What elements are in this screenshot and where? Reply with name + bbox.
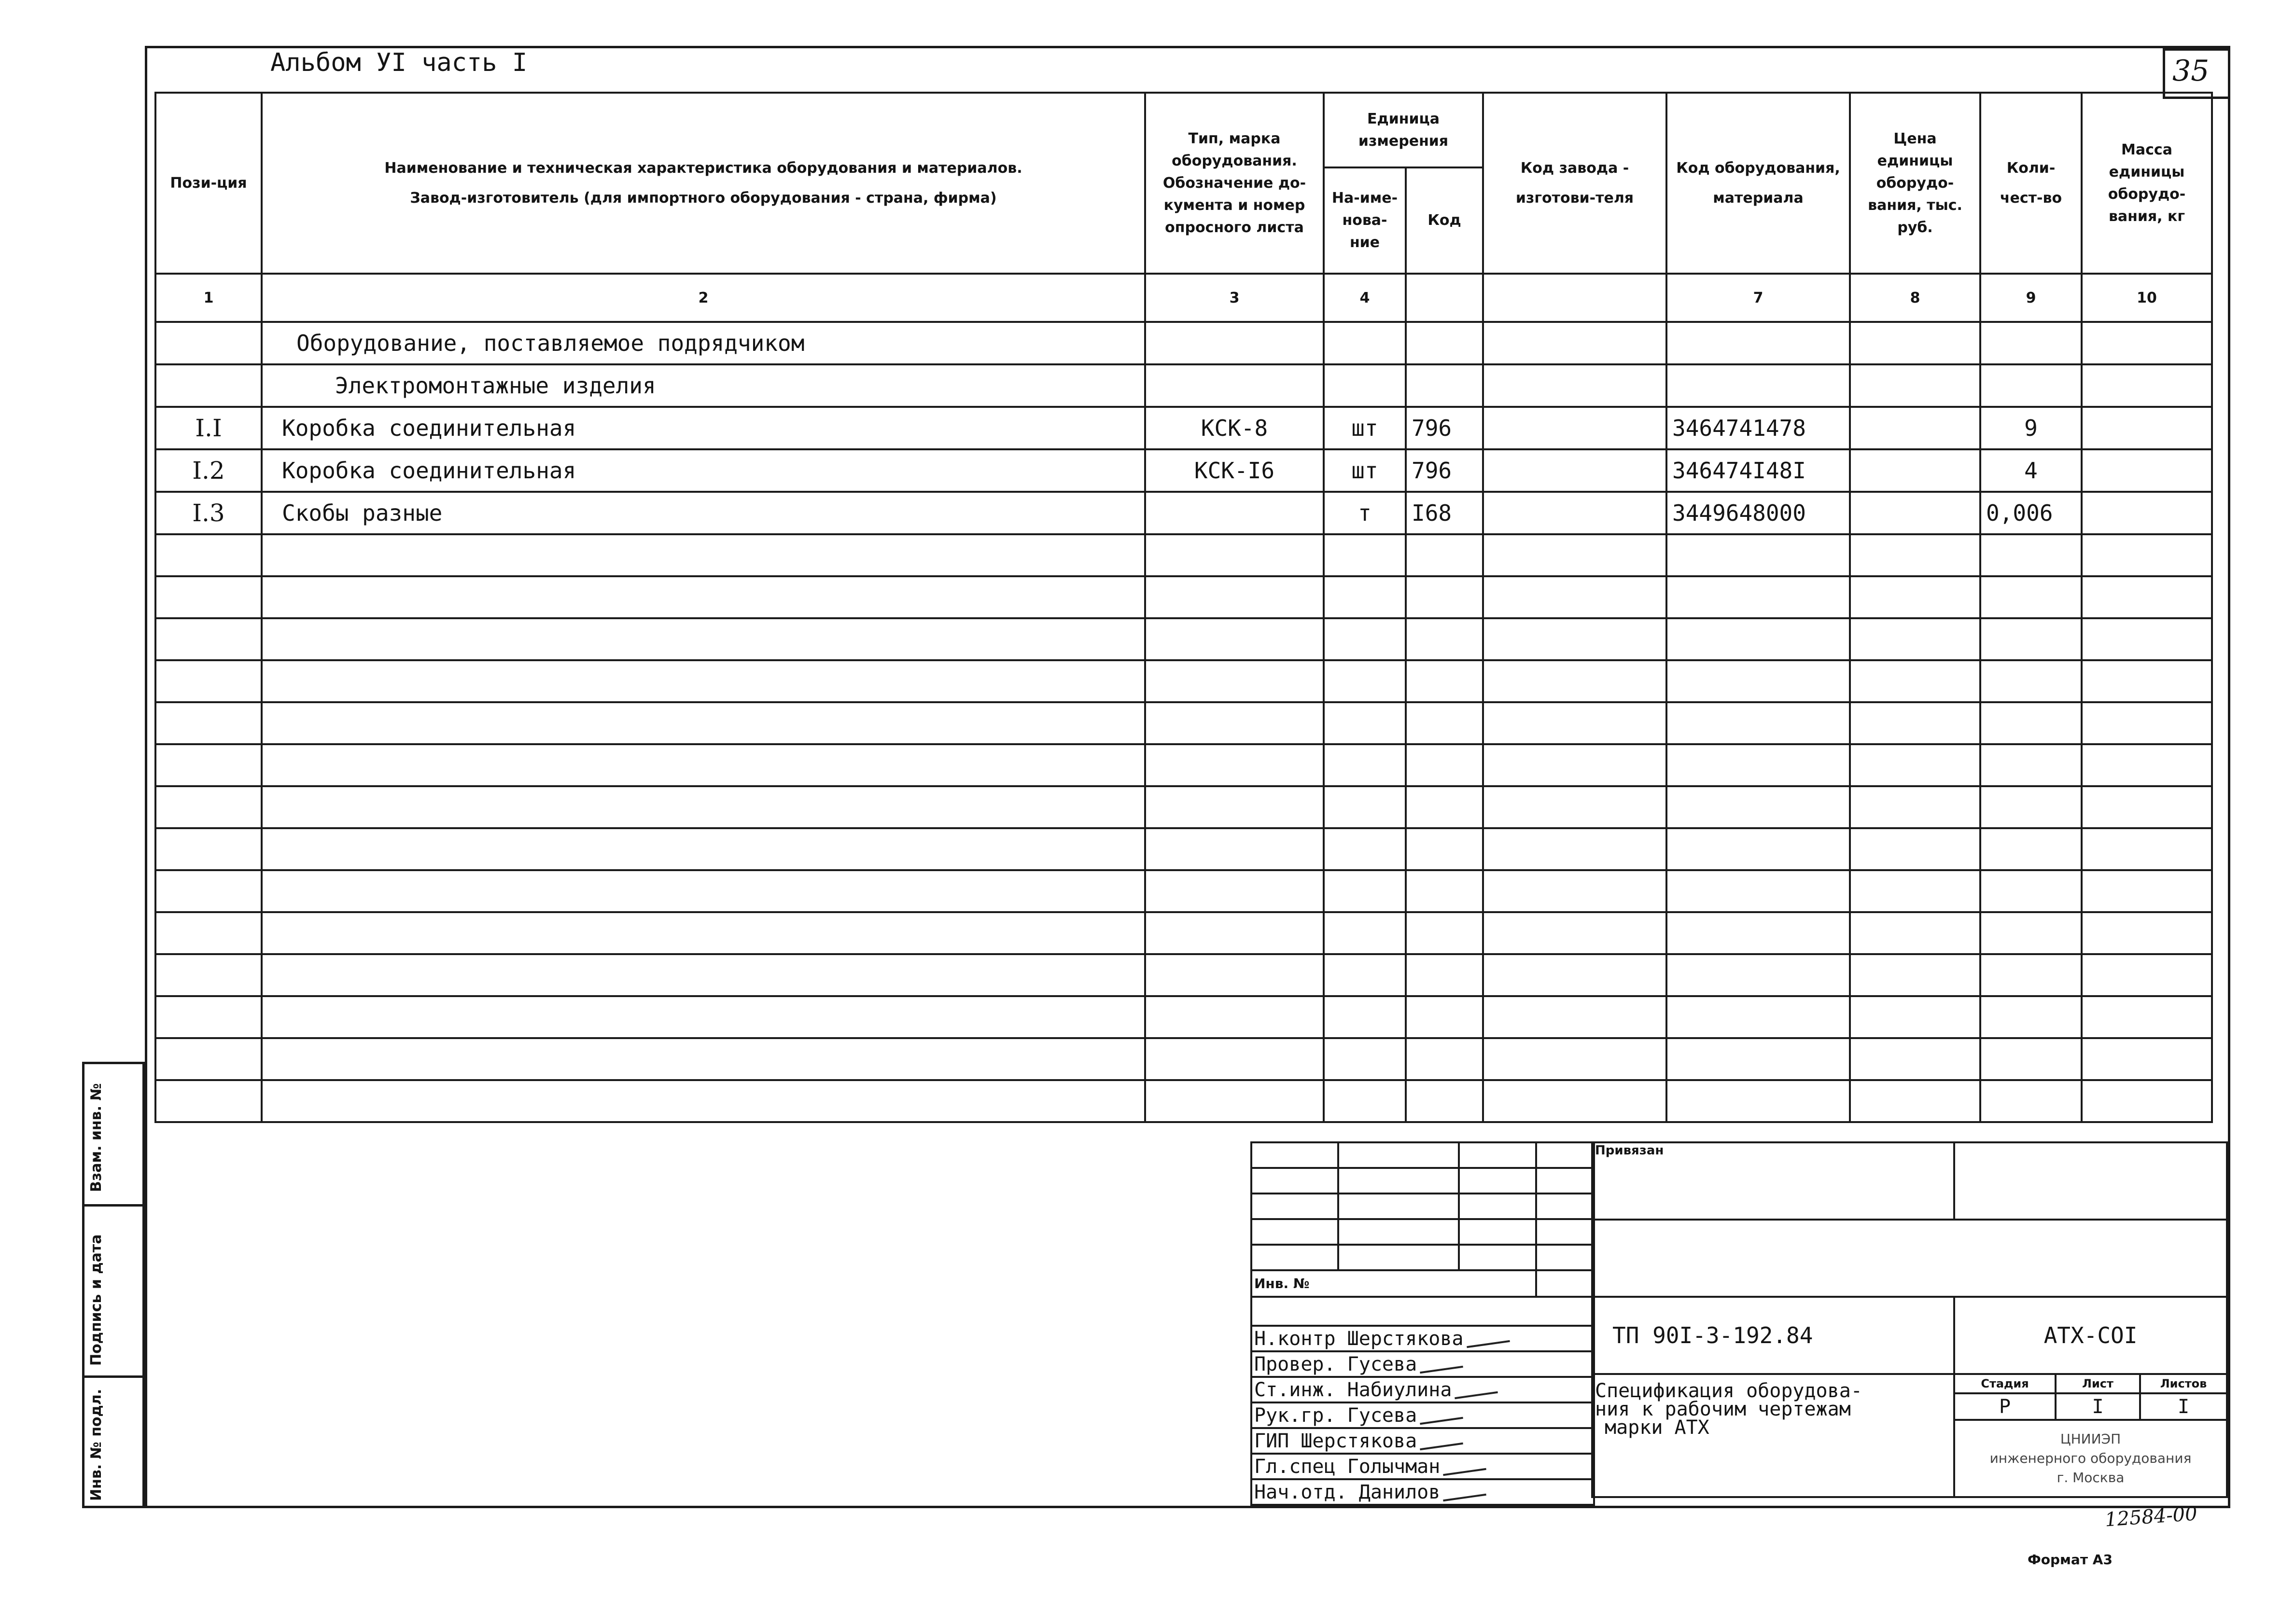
header-price: Цена единицы оборудо-вания, тыс. руб. xyxy=(1850,93,1980,274)
signature-grid xyxy=(1250,1141,1595,1506)
empty-rows xyxy=(155,534,2212,1122)
signature-scribble xyxy=(1455,1391,1498,1399)
header-mass: Масса единицы оборудо-вания, кг xyxy=(2082,93,2212,274)
row-type: КСК-8 xyxy=(1145,407,1324,449)
header-unit-code: Код xyxy=(1406,167,1483,274)
signature-role: Ст.инж. xyxy=(1254,1378,1336,1401)
row-position: I.3 xyxy=(155,492,262,534)
inv-podl-label: Инв. № подл. xyxy=(88,1388,105,1501)
stage-value: Р xyxy=(1954,1393,2056,1420)
signature-row xyxy=(1251,1377,1594,1402)
row-quantity: 4 xyxy=(1980,449,2082,492)
header-name-line2: Завод-изготовитель (для импортного оборудования - страна, фирма) xyxy=(410,189,997,207)
title-line: ния к рабочим чертежам xyxy=(1595,1398,1851,1420)
document-title xyxy=(1592,1374,1954,1497)
empty-row xyxy=(155,702,2212,744)
row-name: Коробка соединительная xyxy=(262,407,1145,449)
signature-name: Гусева xyxy=(1347,1353,1417,1375)
signature-row xyxy=(1251,1428,1594,1454)
empty-row xyxy=(155,786,2212,828)
stage-label: Стадия xyxy=(1954,1374,2056,1393)
row-name: Коробка соединительная xyxy=(262,449,1145,492)
row-equipment-code: 346474I48I xyxy=(1666,449,1850,492)
signature-scribble xyxy=(1467,1340,1510,1347)
column-number: 10 xyxy=(2082,274,2212,322)
signature-scribble xyxy=(1420,1416,1463,1424)
signature-row xyxy=(1251,1479,1594,1505)
title-block xyxy=(1591,1141,2228,1498)
row-position: I.I xyxy=(155,407,262,449)
empty-row xyxy=(155,534,2212,576)
empty-row xyxy=(155,618,2212,660)
column-number: 4 xyxy=(1324,274,1406,322)
signature-role: ГИП xyxy=(1254,1430,1289,1452)
signature-row xyxy=(1251,1454,1594,1479)
empty-row xyxy=(155,954,2212,996)
row-quantity: 9 xyxy=(1980,407,2082,449)
row-unit: шт xyxy=(1324,449,1406,492)
org-line: инженерного оборудования xyxy=(1989,1450,2192,1466)
signature-name: Гусева xyxy=(1347,1404,1417,1427)
header-name-line1: Наименование и техническая характеристика оборудования и материалов. xyxy=(384,159,1022,177)
header-quantity: Коли-чест-во xyxy=(1980,93,2082,274)
inventory-label: Инв. № xyxy=(1251,1270,1536,1297)
row-type: КСК-I6 xyxy=(1145,449,1324,492)
row-equipment-code: 3464741478 xyxy=(1666,407,1850,449)
header-unit-name: На-име-нова-ние xyxy=(1324,167,1406,274)
sheets-value: I xyxy=(2140,1393,2227,1420)
section-title: Оборудование, поставляемое подрядчиком xyxy=(262,322,1145,364)
signature-row xyxy=(1251,1351,1594,1377)
column-number xyxy=(1406,274,1483,322)
org-line: г. Москва xyxy=(2057,1470,2125,1485)
specification-table xyxy=(154,92,2213,1123)
empty-row xyxy=(155,576,2212,618)
signature-scribble xyxy=(1420,1442,1463,1450)
format-label: Формат А3 xyxy=(2028,1552,2113,1568)
signature-name: Голычман xyxy=(1347,1455,1441,1478)
empty-row xyxy=(155,1080,2212,1122)
drawing-mark: АТХ-СОI xyxy=(1954,1297,2227,1374)
title-line: марки АТХ xyxy=(1605,1416,1709,1439)
row-unit: т xyxy=(1324,492,1406,534)
sheet-number: 35 xyxy=(2172,54,2210,88)
header-name xyxy=(262,93,1145,274)
document-code: ТП 90I-3-192.84 xyxy=(1592,1297,1954,1374)
signature-role: Провер. xyxy=(1254,1353,1336,1375)
column-number: 3 xyxy=(1145,274,1324,322)
signature-scribble xyxy=(1443,1468,1486,1475)
signature-name: Шерстякова xyxy=(1347,1327,1464,1350)
org-line: ЦНИИЭП xyxy=(2060,1431,2121,1447)
empty-row xyxy=(155,744,2212,786)
sheet-value: I xyxy=(2056,1393,2140,1420)
header-plant-code: Код завода - изготови-теля xyxy=(1483,93,1666,274)
table-row xyxy=(155,407,2212,449)
row-position: I.2 xyxy=(155,449,262,492)
signature-role: Рук.гр. xyxy=(1254,1404,1336,1427)
empty-row xyxy=(155,870,2212,912)
column-number: 7 xyxy=(1666,274,1850,322)
section-row xyxy=(155,322,2212,364)
table-row xyxy=(155,449,2212,492)
signature-row xyxy=(1251,1402,1594,1428)
row-unit-code: 796 xyxy=(1406,407,1483,449)
column-number xyxy=(1483,274,1666,322)
row-unit: шт xyxy=(1324,407,1406,449)
column-number: 2 xyxy=(262,274,1145,322)
vzam-label: Взам. инв. № xyxy=(88,1083,105,1192)
subsection-title: Электромонтажные изделия xyxy=(262,364,1145,407)
privyazan-label: Привязан xyxy=(1592,1142,1954,1220)
empty-row xyxy=(155,912,2212,954)
album-title: Альбом УI часть I xyxy=(270,48,528,77)
row-equipment-code: 3449648000 xyxy=(1666,492,1850,534)
signature-name: Шерстякова xyxy=(1301,1430,1417,1452)
sheets-label: Листов xyxy=(2140,1374,2227,1393)
title-line: Спецификация оборудова- xyxy=(1595,1380,1862,1402)
header-unit: Единица измерения xyxy=(1324,93,1483,167)
row-quantity: 0,006 xyxy=(1980,492,2082,534)
empty-row xyxy=(155,1038,2212,1080)
column-number: 1 xyxy=(155,274,262,322)
header-position: Пози-ция xyxy=(155,93,262,274)
signature-role: Н.контр xyxy=(1254,1327,1336,1350)
header-equipment-code: Код оборудования, материала xyxy=(1666,93,1850,274)
empty-row xyxy=(155,660,2212,702)
row-name: Скобы разные xyxy=(262,492,1145,534)
subsection-row xyxy=(155,364,2212,407)
row-unit-code: 796 xyxy=(1406,449,1483,492)
signature-scribble xyxy=(1420,1365,1463,1373)
signature-role: Нач.отд. xyxy=(1254,1481,1347,1503)
signature-name: Набиулина xyxy=(1347,1378,1452,1401)
inventory-number: 12584-00 xyxy=(2104,1502,2198,1531)
table-row xyxy=(155,492,2212,534)
column-number-row xyxy=(155,274,2212,322)
header-type: Тип, марка оборудования. Обозначение до-кумента и номер опросного листа xyxy=(1145,93,1324,274)
empty-row xyxy=(155,828,2212,870)
column-number: 9 xyxy=(1980,274,2082,322)
column-number: 8 xyxy=(1850,274,1980,322)
row-type xyxy=(1145,492,1324,534)
sheet-label: Лист xyxy=(2056,1374,2140,1393)
empty-row xyxy=(155,996,2212,1038)
signature-role: Гл.спец xyxy=(1254,1455,1336,1478)
signature-name: Данилов xyxy=(1358,1481,1441,1503)
row-unit-code: I68 xyxy=(1406,492,1483,534)
podpis-label: Подпись и дата xyxy=(88,1234,105,1366)
signature-row xyxy=(1251,1326,1594,1351)
organization xyxy=(1954,1420,2227,1497)
signature-scribble xyxy=(1443,1493,1486,1501)
